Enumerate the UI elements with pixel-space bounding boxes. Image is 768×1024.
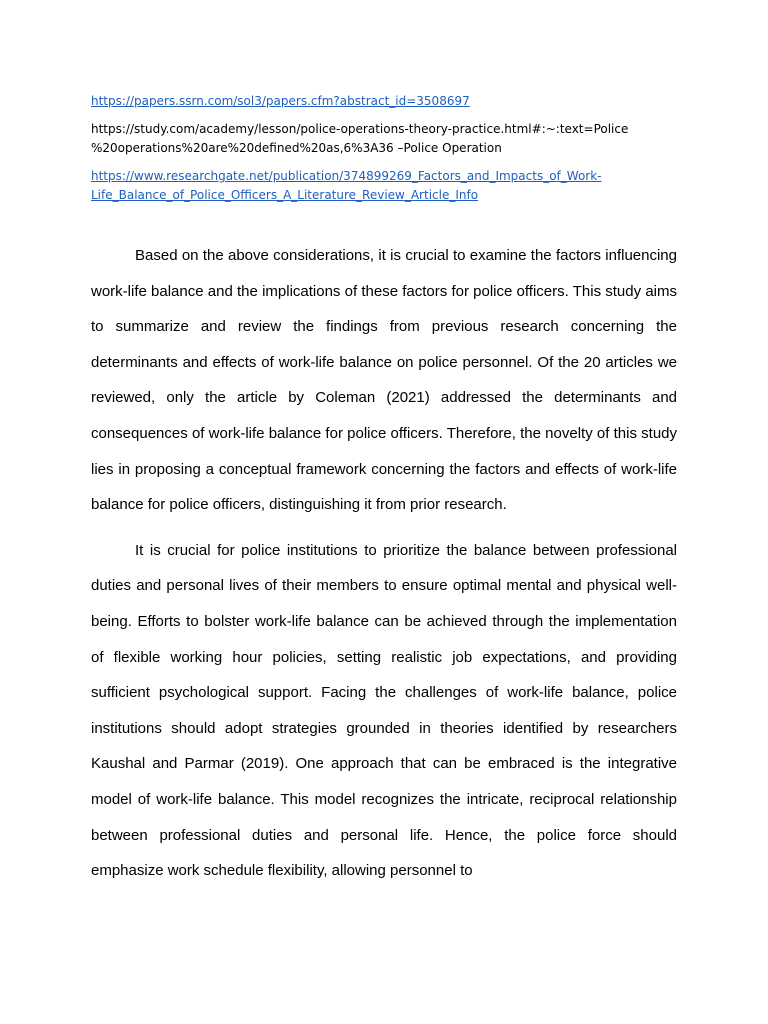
body-text xyxy=(91,238,677,899)
reference-list xyxy=(91,92,629,214)
reference-link-text[interactable]: https://www.researchgate.net/publication/374899269_Factors_and_Impacts_of_Work- xyxy=(91,169,602,183)
paragraph: It is crucial for police institutions to prioritize the balance between professional duties and personal lives of their members to ensure optimal mental and physical well-being. Efforts to bolster work-life balance can be achieved through the implementation of flexible working hour policies, setting realistic job expectations, and providing sufficient psychological support. Facing the challenges of work-life balance, police institutions should adopt strategies grounded in theories identified by researchers Kaushal and Parmar (2019). One approach that can be embraced is the integrative model of work-life balance. This model recognizes the intricate, reciprocal relationship between professional duties and personal life. Hence, the police force should emphasize work schedule flexibility, allowing personnel to xyxy=(91,541,677,880)
reference-text-line: %20operations%20are%20defined%20as,6%3A36 –Police Operation xyxy=(91,141,502,155)
reference-link-ssrn[interactable] xyxy=(91,92,611,111)
reference-link-text[interactable]: Life_Balance_of_Police_Officers_A_Literature_Review_Article_Info xyxy=(91,188,479,202)
paragraph: Based on the above considerations, it is crucial to examine the factors influencing work-life balance and the implications of these factors for police officers. This study aims to summarize and review the findings from previous research concerning the determinants and effects of work-life balance on police personnel. Of the 20 articles we reviewed, only the article by Coleman (2021) addressed the determinants and consequences of work-life balance for police officers. Therefore, the novelty of this study lies in proposing a conceptual framework concerning the factors and effects of work-life balance for police officers, distinguishing it from prior research. xyxy=(91,247,677,514)
reference-study-com xyxy=(91,120,629,158)
reference-text-line: https://study.com/academy/lesson/police-operations-theory-practice.html#:~:text=Police xyxy=(91,122,629,136)
reference-link-researchgate[interactable] xyxy=(91,167,611,205)
reference-link-text[interactable]: https://papers.ssrn.com/sol3/papers.cfm?abstract_id=3508697 xyxy=(91,94,470,108)
